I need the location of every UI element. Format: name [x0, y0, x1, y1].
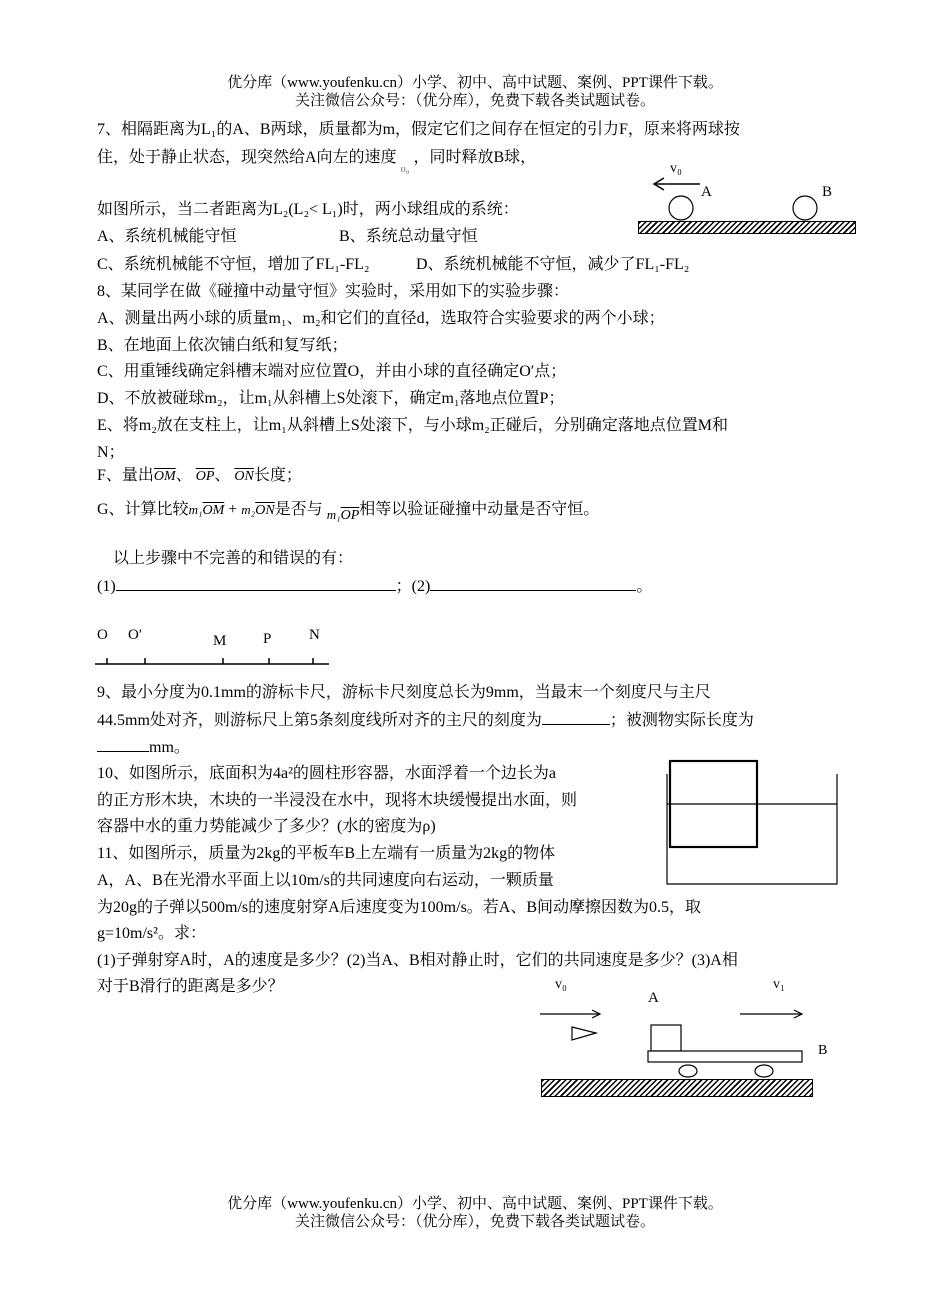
q11-fig-wheel-left — [679, 1065, 697, 1077]
q8-fig-m-label: M — [213, 633, 227, 649]
q7-fig-ball-b — [793, 196, 817, 220]
segment-on: $\overline{ON}$ — [234, 469, 254, 484]
q7-option-c: C、系统机械能不守恒，增加了FL₁-FL₂ — [97, 256, 370, 273]
q11-line-2: A，A、B在光滑水平面上以10m/s的共同速度向右运动，一颗质量 — [97, 872, 554, 889]
q9-line-2: 44.5mm处对齐，则游标尺上第5条刻度线所对齐的主尺的刻度为 ；被测物实际长度为 — [97, 712, 754, 729]
q10-line-2: 的正方形木块，木块的一半浸没在水中，现将木块缓慢提出水面，则 — [97, 792, 578, 809]
segment-om: $\overline{OM}$ — [153, 469, 176, 484]
q7-fig-v0-label: v₀ — [670, 161, 682, 176]
q7-fig-a-label: A — [701, 184, 712, 200]
q9-answer-blank-2[interactable] — [97, 737, 149, 752]
q11-line-3: 为20g的子弹以500m/s的速度射穿A后速度变为100m/s。若A、B间动摩擦因数为0.5，取 — [97, 899, 702, 916]
q7-line-3: 如图所示，当二者距离为L₂(L₂< L₁)时，两小球组成的系统： — [97, 201, 519, 218]
q8-step-e-line-1: E、将m₂放在支柱上，让m₁从斜槽上S处滚下，与小球m₂正碰后，分别确定落地点位置M和 — [97, 417, 728, 434]
footer-line-2: 关注微信公众号：（优分库），免费下载各类试题试卷。 — [294, 1214, 655, 1230]
q10-figure — [665, 758, 840, 886]
q7-line-1: 7、相隔距离为L₁的A、B两球，质量都为m，假定它们之间存在恒定的引力F，原来将两球按 — [97, 121, 740, 138]
q8-fig-o-prime-label: O′ — [128, 627, 143, 643]
q10-fig-container — [667, 774, 837, 884]
q8-step-b: B、在地面上依次铺白纸和复写纸； — [97, 337, 348, 354]
footer-line-1: 优分库（www.youfenku.cn）小学、初中、高中试题、案例、PPT课件下载。 — [227, 1196, 723, 1212]
q8-answer-blanks: (1) ；(2) 。 — [97, 578, 653, 595]
q8-answer-blank-2[interactable] — [430, 576, 636, 591]
q8-prompt: 以上步骤中不完善的和错误的有： — [113, 550, 354, 567]
q7-line-2: 住，处于静止状态，现突然给A向左的速度$_{\upsilon_0}$，同时释放B球， — [97, 149, 537, 175]
q11-fig-ground — [541, 1079, 813, 1097]
q11-fig-v0-label: v₀ — [555, 977, 567, 992]
q8-step-a: A、测量出两小球的质量m₁、m₂和它们的直径d，选取符合实验要求的两个小球； — [97, 310, 665, 327]
q9-answer-blank-1[interactable] — [542, 710, 610, 725]
header-line-2: 关注微信公众号：（优分库），免费下载各类试题试卷。 — [294, 93, 655, 109]
q10-line-3: 容器中水的重力势能减少了多少？(水的密度为ρ) — [97, 818, 436, 835]
q8-step-g: G、计算比较$m_1\overline{OM} + m_2\overline{ON}$是否与 $_{m_1}\overline{OP}$相等以验证碰撞中动量是否守恒。 — [97, 501, 600, 523]
q8-fig-ruler — [95, 654, 335, 670]
q9-line-3: mm。 — [97, 737, 190, 758]
q8-step-d: D、不放被碰球m₂，让m₁从斜槽上S处滚下，确定m₁落地点位置P； — [97, 390, 565, 407]
q7-option-b: B、系统总动量守恒 — [339, 228, 478, 245]
q11-line-5: (1)子弹射穿A时，A的速度是多少？(2)当A、B相对静止时，它们的共同速度是多少？(3)A相 — [97, 952, 738, 969]
q11-fig-bullet — [572, 1027, 596, 1040]
q7-fig-b-label: B — [822, 184, 833, 200]
q8-step-c: C、用重锤线确定斜槽末端对应位置O，并由小球的直径确定O′点； — [97, 363, 567, 380]
q11-line-6: 对于B滑行的距离是多少？ — [97, 978, 284, 995]
q8-title: 8、某同学在做《碰撞中动量守恒》实验时，采用如下的实验步骤： — [97, 283, 570, 300]
q7-option-a: A、系统机械能守恒 — [97, 228, 237, 245]
q8-fig-o-label: O — [97, 627, 108, 643]
q8-fig-p-label: P — [263, 631, 272, 647]
q8-step-e-line-2: N； — [97, 444, 125, 461]
q10-line-1: 10、如图所示，底面积为4a²的圆柱形容器，水面浮着一个边长为a — [97, 765, 557, 782]
q7-fig-balls — [665, 194, 865, 224]
q9-line-1: 9、最小分度为0.1mm的游标卡尺，游标卡尺刻度总长为9mm，当最末一个刻度尺与主尺 — [97, 684, 711, 701]
q7-fig-ground — [638, 221, 856, 234]
segment-op: $\overline{OP}$ — [195, 469, 215, 484]
q8-fig-n-label: N — [309, 627, 320, 643]
q11-line-1: 11、如图所示，质量为2kg的平板车B上左端有一质量为2kg的物体 — [97, 845, 556, 862]
q11-fig-b-label: B — [818, 1043, 828, 1058]
q11-fig-v1-label: v₁ — [773, 977, 785, 992]
q8-answer-blank-1[interactable] — [116, 576, 396, 591]
header-line-1: 优分库（www.youfenku.cn）小学、初中、高中试题、案例、PPT课件下载。 — [227, 75, 723, 91]
q11-fig-wheel-right — [755, 1065, 773, 1077]
q11-fig-cart-b — [648, 1051, 802, 1062]
q7-option-d: D、系统机械能不守恒，减少了FL₁-FL₂ — [416, 256, 690, 273]
q11-line-4: g=10m/s²。求： — [97, 925, 206, 942]
q11-fig-drawing — [538, 1005, 818, 1085]
q11-fig-block-a — [651, 1025, 681, 1051]
q8-step-f: F、量出$\overline{OM}$、 $\overline{OP}$、 $\overline{ON}$长度； — [97, 467, 302, 484]
q7-fig-ball-a — [669, 196, 693, 220]
q11-fig-a-label: A — [648, 990, 659, 1006]
